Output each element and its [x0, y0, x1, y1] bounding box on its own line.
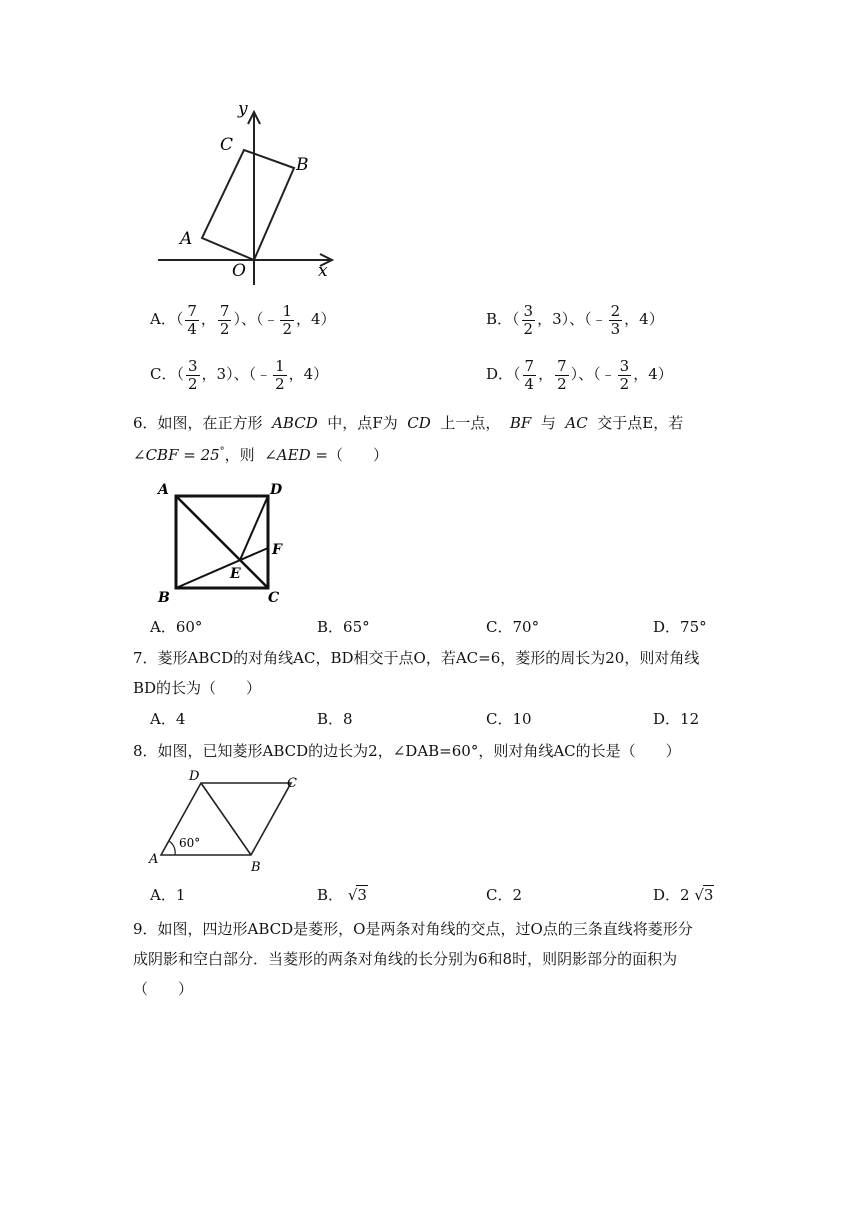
diagonal-ac — [176, 496, 268, 588]
point-b-label: B — [158, 590, 170, 606]
q7-option-a[interactable]: A．4 — [150, 710, 186, 728]
q7-stem-line2: BD的长为（ ） — [133, 679, 262, 697]
q8-rhombus-figure — [145, 765, 315, 875]
q5-option-d[interactable]: D．（ $\frac{7}{4}$ ， $\frac{7}{2}$ ）、（﹣ $\frac{3}{2}$ ，4） — [486, 357, 673, 393]
segment-bf — [176, 548, 268, 588]
point-a-label: A — [149, 852, 159, 867]
y-axis-label: y — [238, 100, 248, 119]
point-a-label: A — [180, 229, 193, 249]
rectangle-oacb — [202, 150, 294, 260]
q6-square-figure — [150, 478, 300, 606]
point-d-label: D — [189, 769, 200, 784]
point-b-label: B — [296, 155, 309, 175]
q6-option-a[interactable]: A．60° — [150, 618, 203, 636]
point-o-label: O — [232, 261, 246, 281]
point-c-label: C — [220, 135, 234, 155]
q8-option-b[interactable]: B． √3 — [317, 886, 367, 904]
q8-option-c[interactable]: C．2 — [486, 886, 523, 904]
point-e-label: E — [230, 566, 241, 582]
q8-option-a[interactable]: A．1 — [150, 886, 186, 904]
q6-option-d[interactable]: D．75° — [653, 618, 707, 636]
point-c-label: C — [287, 776, 297, 791]
point-c-label: C — [268, 590, 280, 606]
point-d-label: D — [270, 482, 283, 498]
q5-option-b[interactable]: B．（ $\frac{3}{2}$ ，3）、（﹣ $\frac{2}{3}$ ，4） — [486, 302, 664, 338]
q7-option-b[interactable]: B．8 — [317, 710, 353, 728]
sqrt-sign: √ — [347, 886, 358, 904]
q5-option-c[interactable]: C．（ $\frac{3}{2}$ ，3）、（﹣ $\frac{1}{2}$ ，4） — [150, 357, 329, 393]
q5-option-a[interactable]: A．（ $\frac{7}{4}$ ， $\frac{7}{2}$ ）、（﹣ $\frac{1}{2}$ ，4） — [150, 302, 336, 338]
q9-stem-line2: 成阴影和空白部分．当菱形的两条对角线的长分别为6和8时，则阴影部分的面积为 — [133, 950, 678, 968]
angle-arc — [169, 841, 175, 855]
q7-option-d[interactable]: D．12 — [653, 710, 700, 728]
point-f-label: F — [272, 542, 282, 558]
sqrt-sign: √ — [694, 886, 704, 904]
q8-stem: 8．如图，已知菱形ABCD的边长为2，∠DAB=60°，则对角线AC的长是（ ） — [133, 742, 681, 760]
angle-label: 60° — [179, 836, 201, 850]
q6-option-c[interactable]: C．70° — [486, 618, 540, 636]
q5-coordinate-figure — [150, 100, 350, 285]
q7-stem-line1: 7．菱形ABCD的对角线AC，BD相交于点O，若AC=6，菱形的周长为20，则对角线 — [133, 649, 700, 667]
diagonal-db — [201, 783, 251, 855]
q7-option-c[interactable]: C．10 — [486, 710, 532, 728]
q6-stem-line1: 6．如图，在正方形 ABCD 中，点F为 CD 上一点， BF 与 AC 交于点E，若 — [133, 414, 684, 432]
point-b-label: B — [251, 860, 261, 875]
x-axis-label: x — [318, 261, 328, 281]
point-a-label: A — [158, 482, 169, 498]
q9-stem-line3: （ ） — [133, 980, 194, 998]
q6-option-b[interactable]: B．65° — [317, 618, 370, 636]
q8-option-d[interactable]: D．2 √3 — [653, 886, 714, 904]
q9-stem-line1: 9．如图，四边形ABCD是菱形，O是两条对角线的交点，过O点的三条直线将菱形分 — [133, 920, 693, 938]
q6-stem-line2: ∠CBF = 25°，则 ∠AED =（ ） — [133, 446, 388, 464]
